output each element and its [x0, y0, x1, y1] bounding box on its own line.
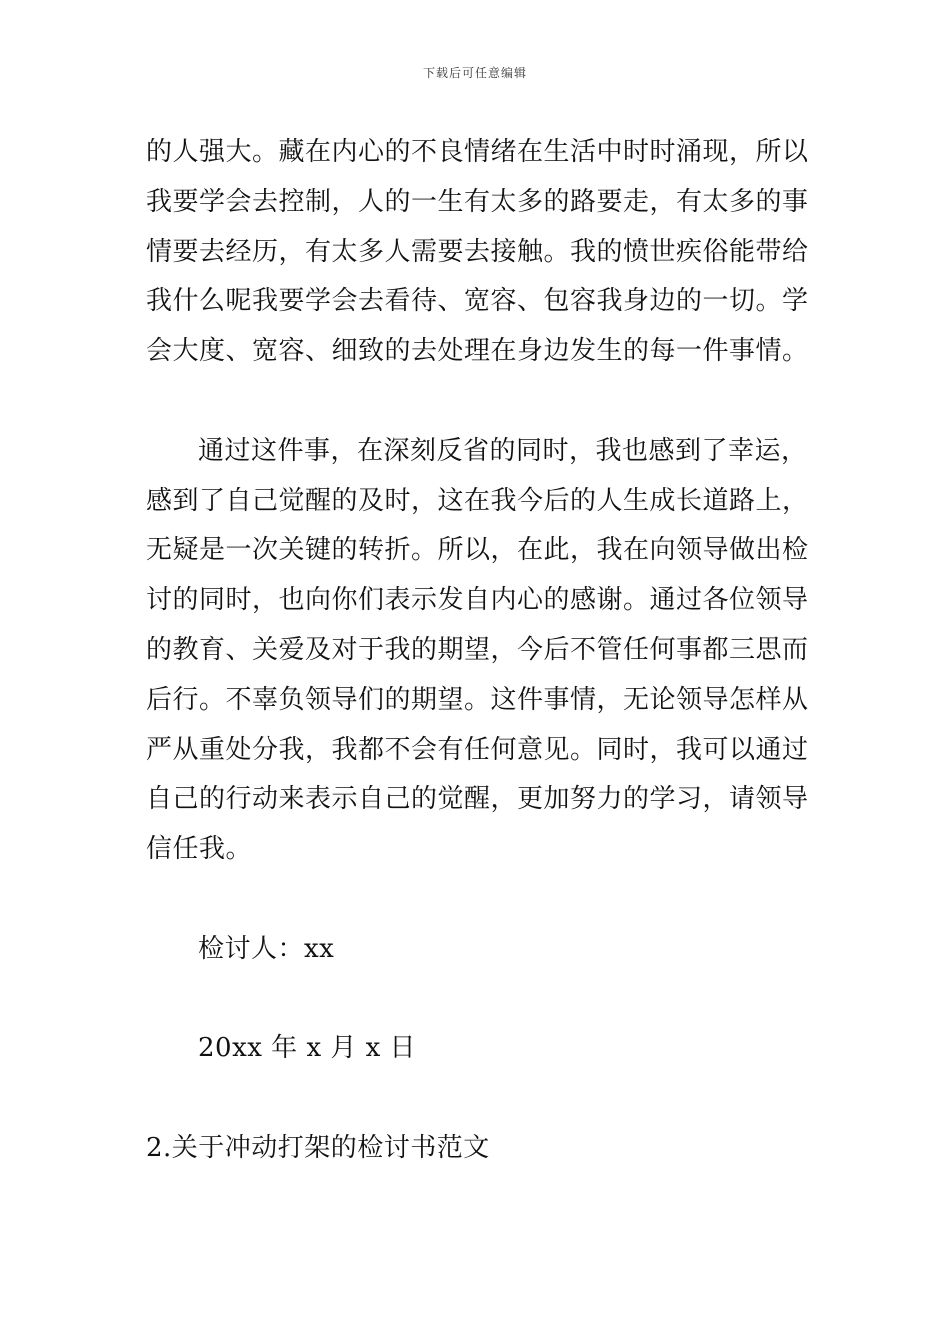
paragraph-spacer	[146, 975, 806, 1025]
paragraph-line: 的教育、关爱及对于我的期望，今后不管任何事都三思而	[146, 634, 809, 665]
paragraph-line: 我什么呢我要学会去看待、宽容、包容我身边的一切。学	[146, 286, 809, 317]
paragraph-line: 无疑是一次关键的转折。所以，在此，我在向领导做出检	[146, 535, 809, 566]
document-body	[146, 128, 809, 1174]
paragraph-line: 后行。不辜负领导们的期望。这件事情，无论领导怎样从	[146, 684, 809, 715]
paragraph-line: 自己的行动来表示自己的觉醒，更加努力的学习，请领导	[146, 784, 809, 815]
section-heading: 2.关于冲动打架的检讨书范文	[146, 1132, 490, 1163]
paragraph-line: 信任我。	[146, 834, 253, 865]
paragraph-spacer	[146, 1074, 806, 1124]
paragraph-spacer	[146, 377, 806, 427]
paragraph-line: 情要去经历，有太多人需要去接触。我的愤世疾俗能带给	[146, 236, 809, 267]
header-note: 下载后可任意编辑	[422, 66, 527, 80]
paragraph-line: 的人强大。藏在内心的不良情绪在生活中时时涌现，所以	[146, 137, 809, 167]
paragraph-line: 感到了自己觉醒的及时，这在我今后的人生成长道路上，	[146, 485, 809, 516]
paragraph-line: 我要学会去控制，人的一生有太多的路要走，有太多的事	[146, 186, 809, 217]
reviewer-signature: 检讨人：xx	[198, 933, 335, 964]
paragraph-line: 会大度、宽容、细致的去处理在身边发生的每一件事情。	[146, 336, 809, 367]
paragraph-reflection	[146, 128, 809, 377]
paragraph-line: 讨的同时，也向你们表示发自内心的感谢。通过各位领导	[146, 585, 809, 616]
signature-date: 20xx 年 x 月 x 日	[198, 1033, 417, 1064]
paragraph-spacer	[146, 875, 806, 925]
paragraph-line: 严从重处分我，我都不会有任何意见。同时，我可以通过	[146, 734, 809, 765]
paragraph-gratitude	[146, 427, 809, 875]
paragraph-line: 通过这件事，在深刻反省的同时，我也感到了幸运，	[198, 435, 808, 466]
